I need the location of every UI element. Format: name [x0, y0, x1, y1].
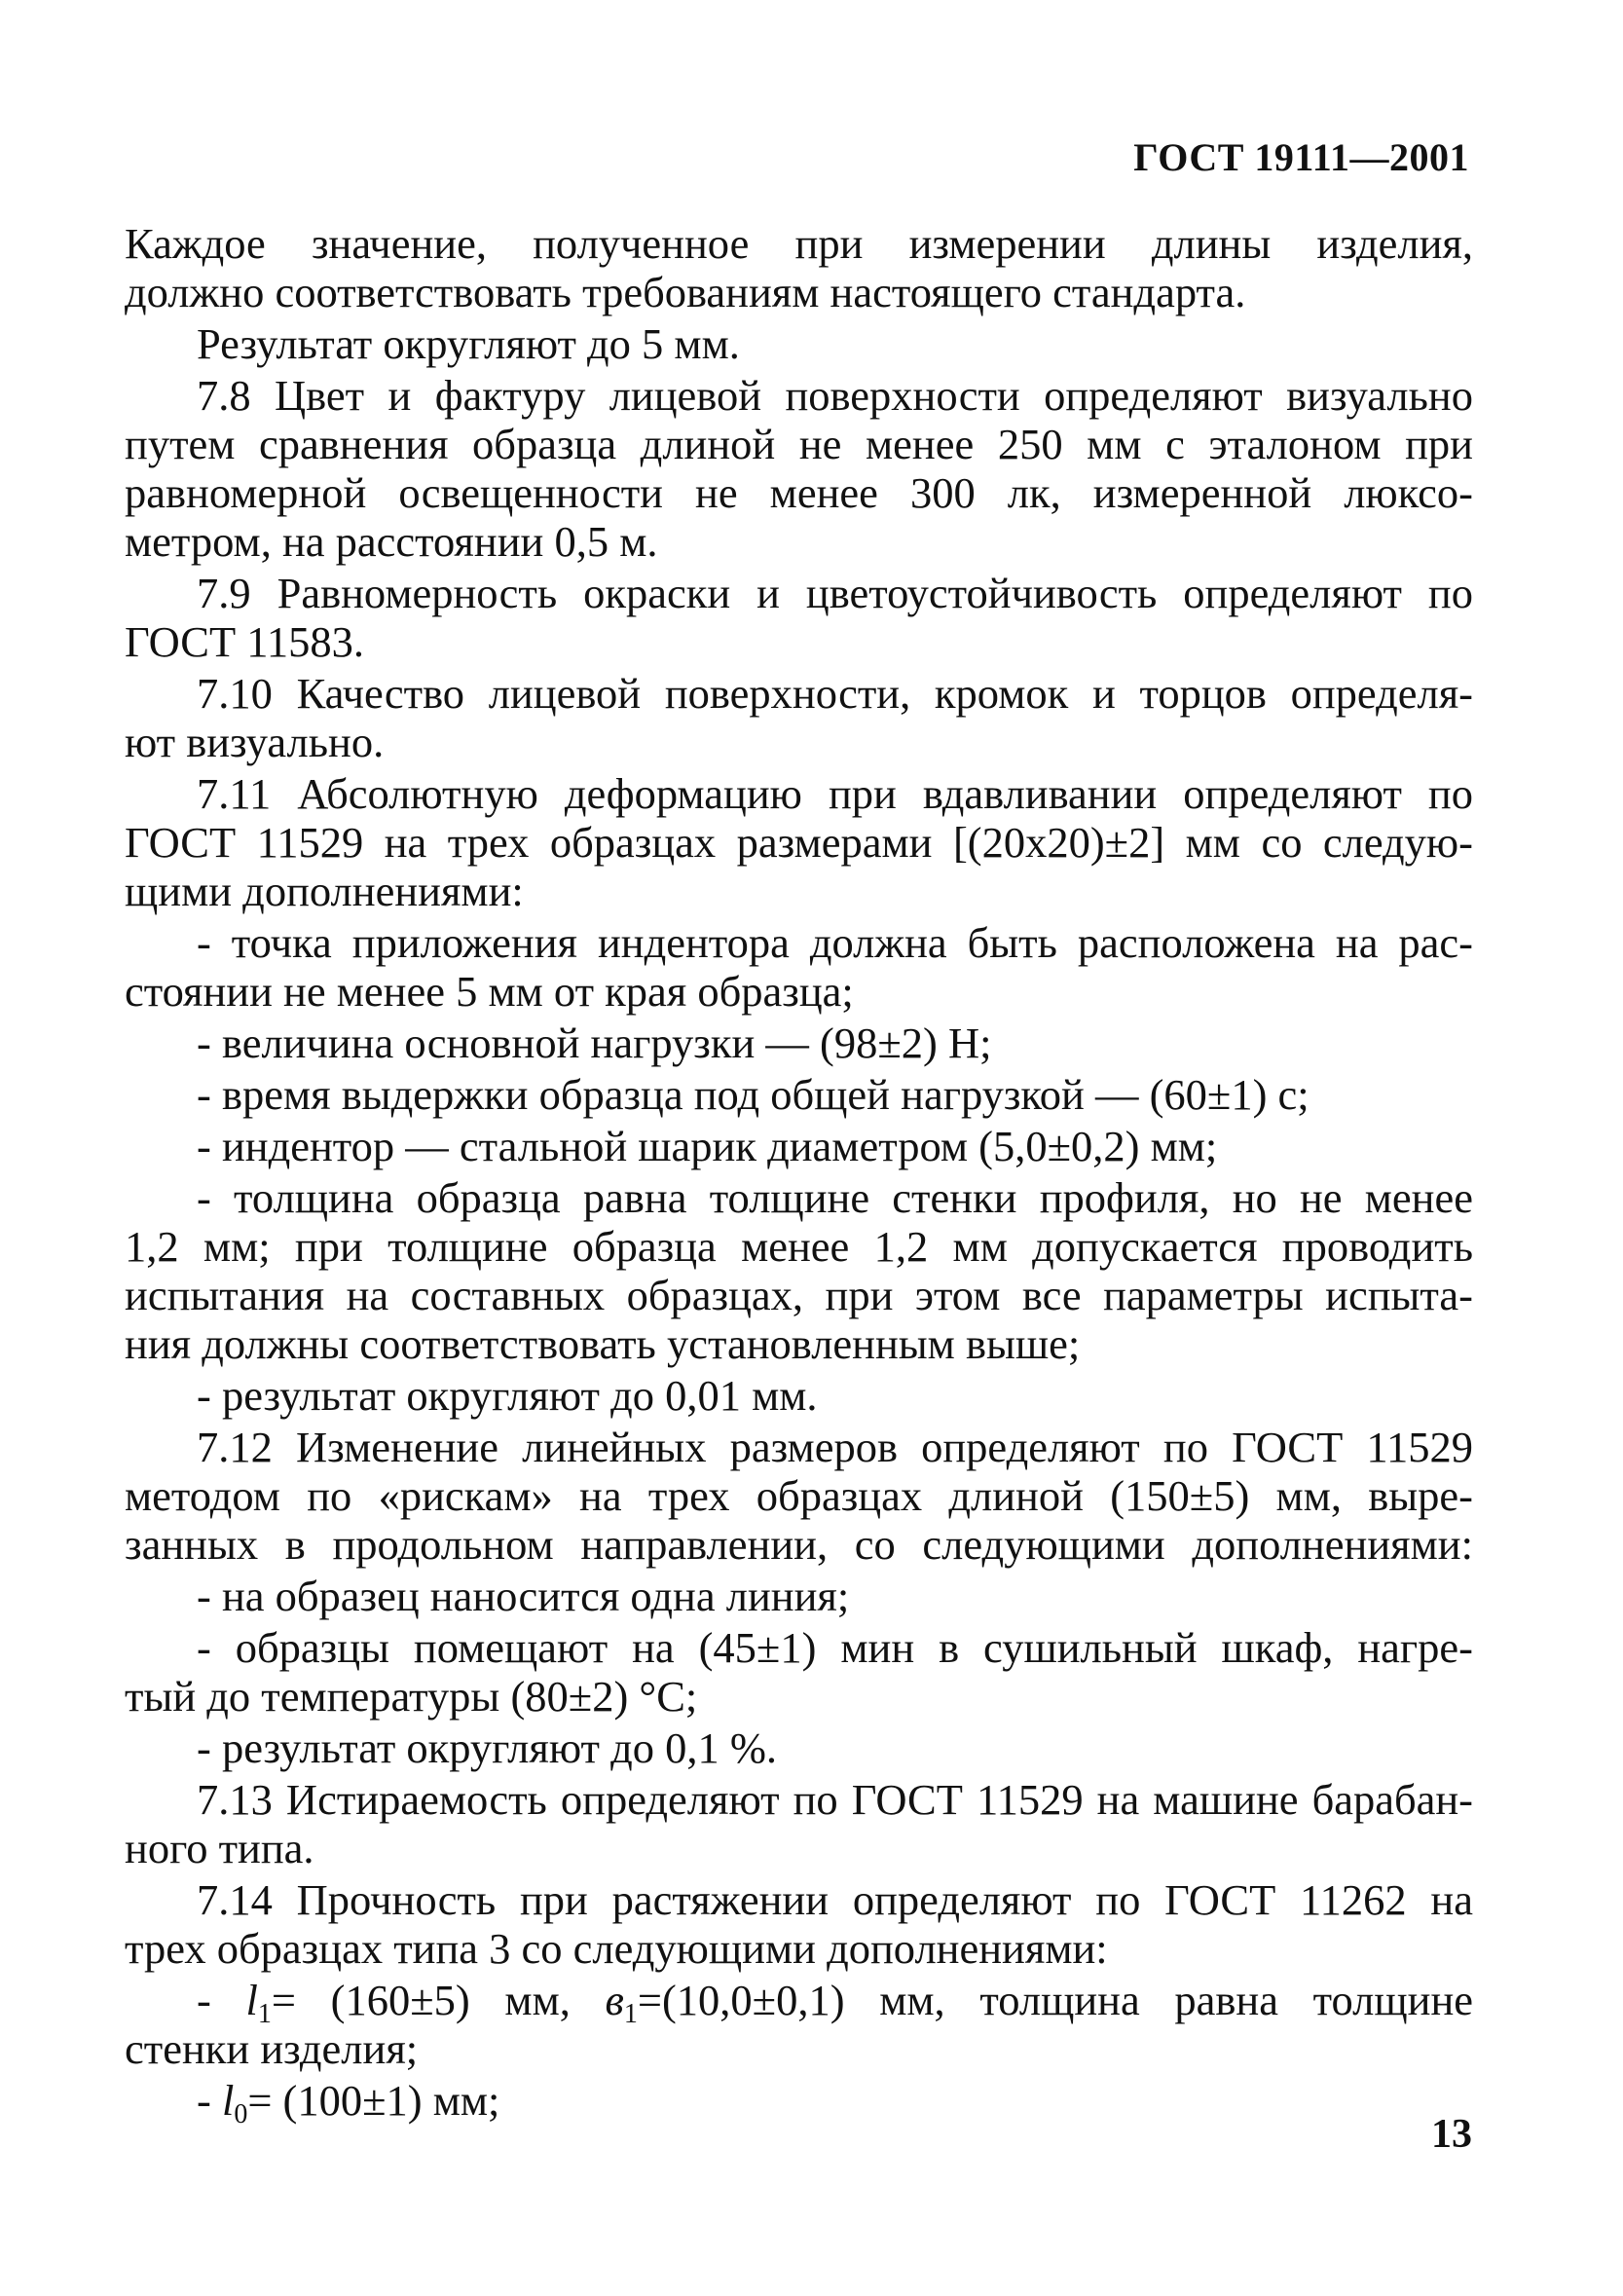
text-line: испытания на составных образцах, при этом все параметры испыта-: [125, 1271, 1473, 1319]
text-line: метром, на расстоянии 0,5 м.: [125, 517, 658, 566]
l1-symbol: l: [245, 1976, 258, 2024]
text-line: занных в продольном направлении, со следующими дополнениями:: [125, 1520, 1473, 1569]
text-line: 7.9 Равномерность окраски и цветоустойчивость определяют по: [197, 569, 1473, 617]
document-header: ГОСТ 19111—2001: [1133, 135, 1469, 179]
text-line: 7.10 Качество лицевой поверхности, кромок и торцов определя-: [197, 669, 1473, 718]
text-line: - время выдержки образца под общей нагрузкой — (60±1) с;: [197, 1070, 1309, 1119]
text-line: Результат округляют до 5 мм.: [197, 319, 740, 368]
text-line: стоянии не менее 5 мм от края образца;: [125, 967, 854, 1016]
text-line: ного типа.: [125, 1824, 314, 1872]
text-line: ГОСТ 11529 на трех образцах размерами [(20x20)±2] мм со следую-: [125, 818, 1473, 867]
text-line: - индентор — стальной шарик диаметром (5,0±0,2) мм;: [197, 1122, 1218, 1170]
dash: -: [197, 2076, 211, 2125]
l0-symbol: l: [221, 2076, 235, 2125]
text-line: Каждое значение, полученное при измерении длины изделия,: [125, 219, 1473, 268]
text-line: - результат округляют до 0,01 мм.: [197, 1371, 818, 1420]
text-line: стенки изделия;: [125, 2024, 419, 2073]
text-line: методом по «рискам» на трех образцах длиной (150±5) мм, выре-: [125, 1471, 1473, 1520]
b1-subscript: 1: [623, 1999, 638, 2029]
text-line: 1,2 мм; при толщине образца менее 1,2 мм допускается проводить: [125, 1222, 1473, 1271]
l0-subscript: 0: [234, 2099, 248, 2129]
text-line: трех образцах типа 3 со следующими дополнениями:: [125, 1924, 1108, 1973]
document-body: [125, 219, 1474, 2129]
l1-subscript: 1: [257, 1999, 272, 2029]
text-line: 7.12 Изменение линейных размеров определяют по ГОСТ 11529: [197, 1423, 1473, 1471]
text-line: 7.14 Прочность при растяжении определяют по ГОСТ 11262 на: [197, 1875, 1473, 1924]
text-line: ГОСТ 11583.: [125, 617, 365, 666]
l0-value: = (100±1) мм;: [247, 2076, 500, 2125]
text-line: - результат округляют до 0,1 %.: [197, 1723, 778, 1772]
b1-value: =(10,0±0,1) мм, толщина равна толщине: [637, 1976, 1474, 2024]
text-line: - на образец наносится одна линия;: [197, 1572, 850, 1620]
b1-symbol: в: [605, 1976, 624, 2024]
text-line: щими дополнениями:: [125, 867, 524, 915]
text-line: ют визуально.: [125, 718, 385, 766]
formula-line: [125, 1976, 1474, 2029]
text-line: 7.13 Истираемость определяют по ГОСТ 11529 на машине барабан-: [197, 1775, 1473, 1824]
text-line: - точка приложения индентора должна быть расположена на рас-: [197, 918, 1473, 967]
text-line: - образцы помещают на (45±1) мин в сушильный шкаф, нагре-: [197, 1623, 1473, 1672]
dash: -: [197, 1976, 211, 2024]
text-line: 7.11 Абсолютную деформацию при вдавливании определяют по: [197, 769, 1473, 818]
text-line: - величина основной нагрузки — (98±2) Н;: [197, 1018, 992, 1067]
text-line: равномерной освещенности не менее 300 лк, измеренной люксо-: [125, 468, 1473, 517]
page-number: 13: [1431, 2112, 1472, 2157]
text-line: путем сравнения образца длиной не менее 250 мм с эталоном при: [125, 420, 1473, 468]
formula-line: [125, 2076, 1473, 2129]
l1-value: = (160±5) мм,: [271, 1976, 571, 2024]
text-line: ния должны соответствовать установленным выше;: [125, 1319, 1081, 1368]
text-line: 7.8 Цвет и фактуру лицевой поверхности определяют визуально: [197, 371, 1473, 420]
text-line: должно соответствовать требованиям настоящего стандарта.: [125, 268, 1246, 316]
text-line: тый до температуры (80±2) °С;: [125, 1672, 698, 1721]
text-line: - толщина образца равна толщине стенки профиля, но не менее: [197, 1173, 1473, 1222]
